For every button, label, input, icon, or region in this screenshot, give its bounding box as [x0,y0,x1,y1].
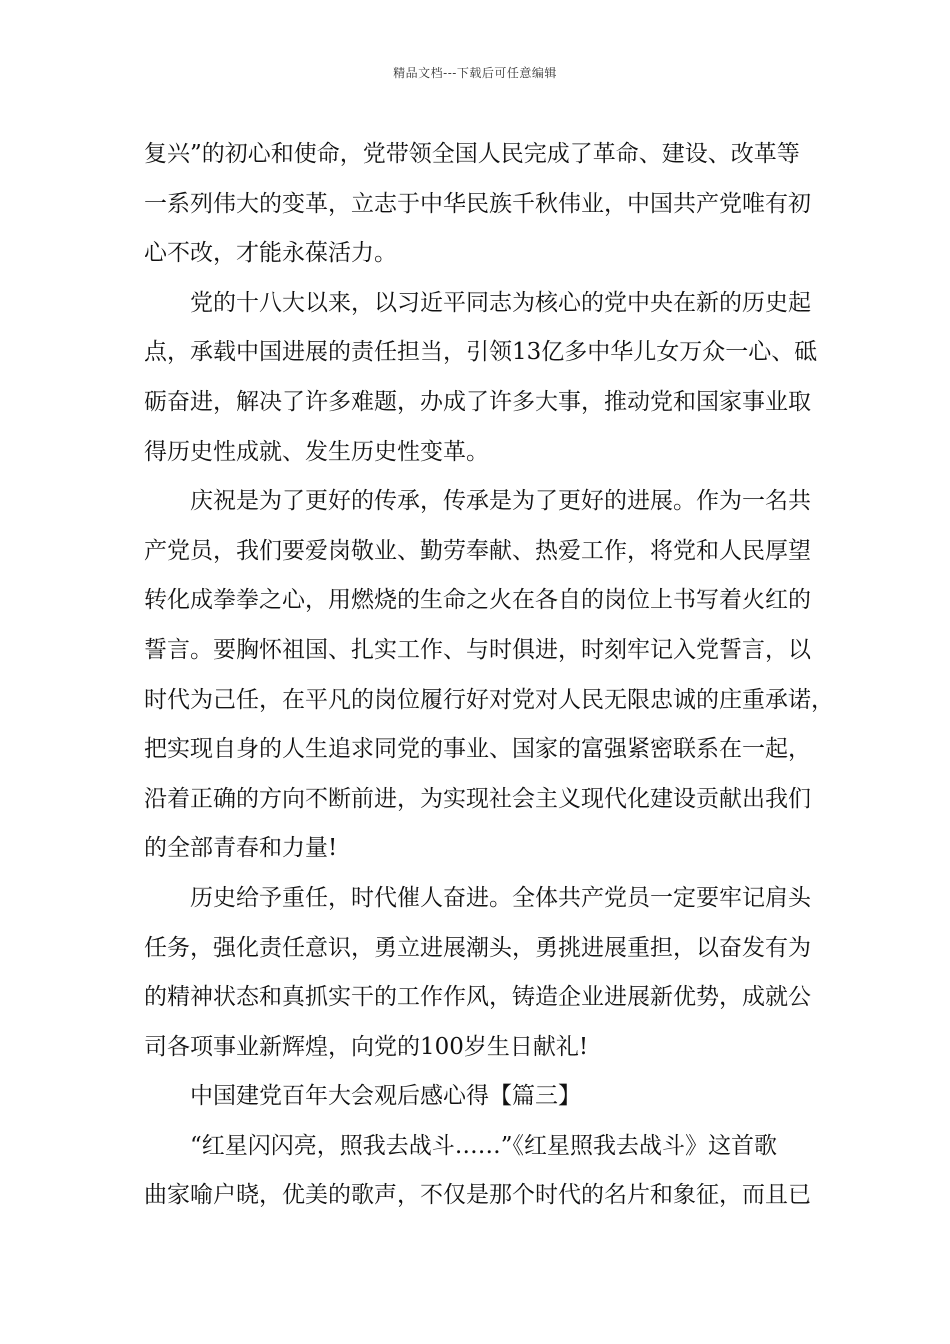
text-line: 得历史性成就、发生历史性变革。 [144,438,489,465]
page-header: 精品文档---下载后可任意编辑 [393,66,557,80]
section-heading: 中国建党百年大会观后感心得【篇三】 [190,1083,581,1110]
text-line: 把实现自身的人生追求同党的事业、国家的富强紧密联系在一起， [144,736,811,763]
text-line: 任务，强化责任意识，勇立进展潮头，勇挑进展重担，以奋发有为 [144,934,811,961]
text-line: 砺奋进，解决了许多难题，办成了许多大事，推动党和国家事业取 [144,388,811,415]
text-line: 曲家喻户晓，优美的歌声，不仅是那个时代的名片和象征，而且已 [144,1182,811,1209]
text-line: 点，承载中国进展的责任担当，引领13亿多中华儿女万众一心、砥 [144,339,818,366]
text-line: 司各项事业新辉煌，向党的100岁生日献礼! [144,1033,589,1060]
text-line: 时代为己任，在平凡的岗位履行好对党对人民无限忠诚的庄重承诺， [144,686,834,713]
text-line: 的精神状态和真抓实干的工作作风，铸造企业进展新优势，成就公 [144,984,811,1011]
document-body [144,130,834,1221]
text-line: 复兴”的初心和使命，党带领全国人民完成了革命、建设、改革等 [144,141,800,167]
text-line: 产党员，我们要爱岗敬业、勤劳奉献、热爱工作，将党和人民厚望 [144,537,811,564]
text-line: 的全部青春和力量! [144,835,338,862]
text-line: 誓言。要胸怀祖国、扎实工作、与时俱进，时刻牢记入党誓言，以 [144,636,811,663]
text-line: 心不改，才能永葆活力。 [144,240,397,267]
text-line: 沿着正确的方向不断前进，为实现社会主义现代化建设贡献出我们 [144,785,811,812]
paragraph-first-line: “红星闪闪亮，照我去战斗……”《红星照我去战斗》这首歌 [190,1132,778,1159]
paragraph-first-line: 历史给予重任，时代催人奋进。全体共产党员一定要牢记肩头 [190,884,811,911]
paragraph-first-line: 庆祝是为了更好的传承，传承是为了更好的进展。作为一名共 [190,488,811,515]
paragraph-first-line: 党的十八大以来，以习近平同志为核心的党中央在新的历史起 [190,289,811,316]
text-line: 转化成拳拳之心，用燃烧的生命之火在各自的岗位上书写着火红的 [144,587,811,614]
text-line: 一系列伟大的变革，立志于中华民族千秋伟业，中国共产党唯有初 [144,190,811,217]
